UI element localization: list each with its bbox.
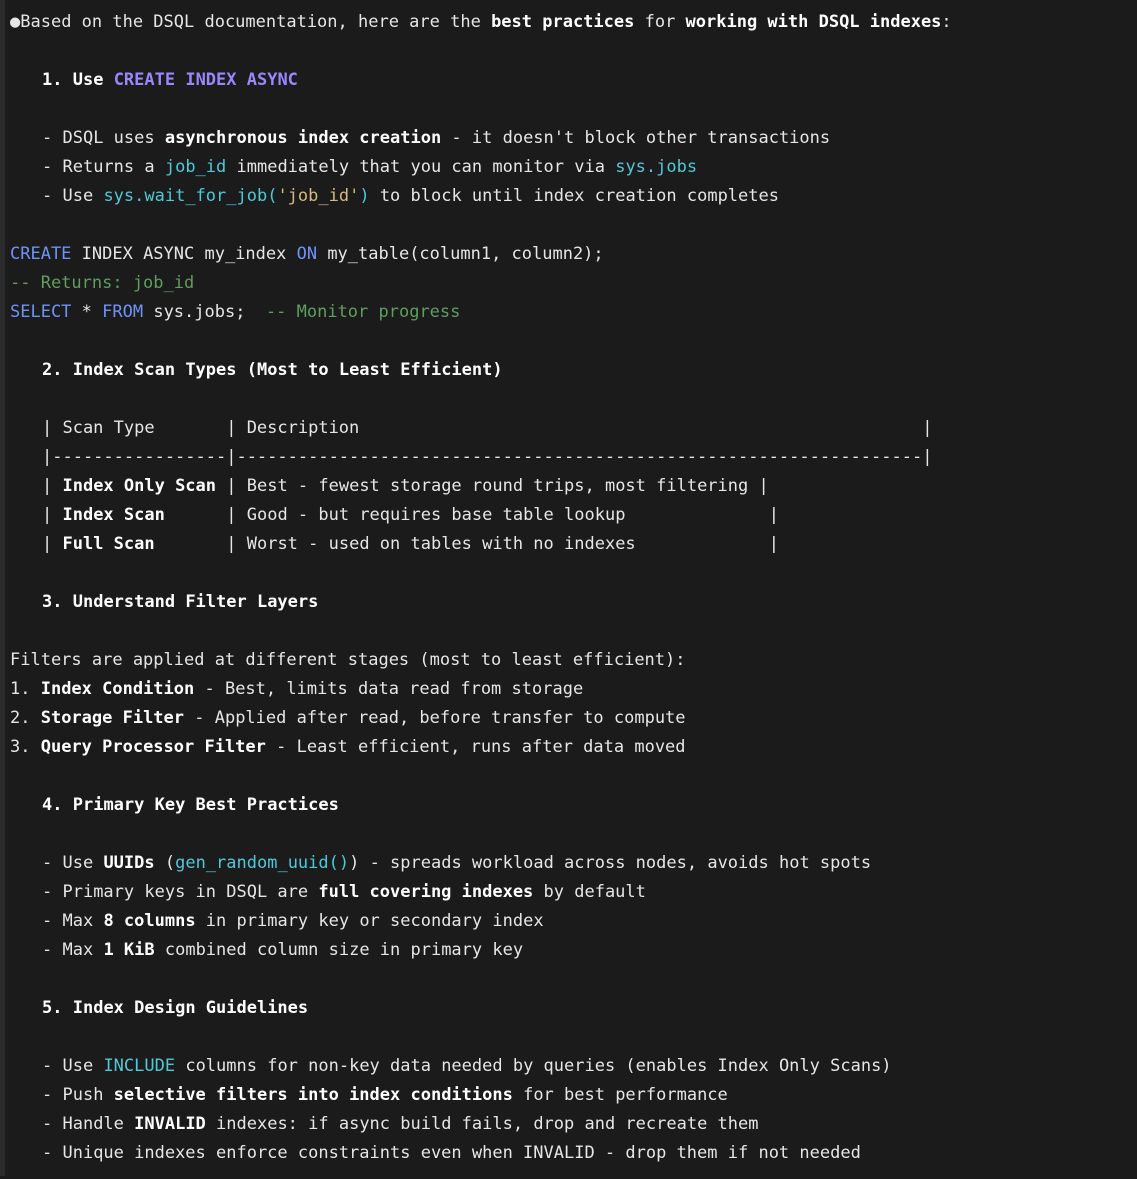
- section-1-title-prefix: [62, 70, 72, 90]
- cell-scan-type: Index Only Scan: [62, 476, 217, 496]
- section-5-title: Index Design Guidelines: [72, 998, 309, 1018]
- dash: -: [42, 853, 63, 873]
- text: columns for non-key data needed by queries (enables Index Only Scans): [175, 1056, 892, 1076]
- section-3-item-3: [10, 733, 1137, 762]
- text: Use: [62, 1056, 104, 1076]
- space: [62, 592, 72, 612]
- code-token: sys.wait_for_job(: [103, 186, 278, 206]
- cell-description: Worst - used on tables with no indexes: [246, 534, 636, 554]
- text: Max: [62, 940, 104, 960]
- cell-description: Good - but requires base table lookup: [246, 505, 626, 525]
- intro-bold-1: best practices: [491, 12, 635, 32]
- code-line-1: [10, 240, 1137, 269]
- code-token: sys.jobs: [615, 157, 698, 177]
- section-1-number: 1.: [42, 70, 63, 90]
- sql-keyword: CREATE: [10, 244, 72, 264]
- text: - it doesn't block other transactions: [441, 128, 831, 148]
- code-token: ): [359, 186, 370, 206]
- item-desc: - Least efficient, runs after data moved: [265, 737, 686, 757]
- text: (: [154, 853, 176, 873]
- table-row: [10, 501, 1137, 530]
- cell-pad: |: [216, 476, 247, 496]
- section-4-title: Primary Key Best Practices: [72, 795, 339, 815]
- spacer: [10, 617, 1137, 646]
- intro-line: [10, 8, 1137, 37]
- text-bold: selective filters into index conditions: [113, 1085, 513, 1105]
- intro-text-1: Based on the DSQL documentation, here are the: [20, 12, 492, 32]
- bullet-icon: ●: [10, 12, 21, 32]
- text-bold: 1 KiB: [103, 940, 155, 960]
- sql-keyword: ON: [296, 244, 318, 264]
- table-divider: [10, 443, 1137, 472]
- section-2-number: 2.: [42, 360, 63, 380]
- section-5-heading: [10, 994, 1137, 1023]
- dash: -: [42, 940, 63, 960]
- space: [62, 795, 72, 815]
- text: Handle: [62, 1114, 135, 1134]
- cell-scan-type: Index Scan: [62, 505, 165, 525]
- dash: -: [42, 1114, 63, 1134]
- text: by default: [533, 882, 646, 902]
- intro-bold-2: working with DSQL indexes: [685, 12, 942, 32]
- text: Unique indexes enforce constraints even when INVALID - drop them if not needed: [62, 1143, 861, 1163]
- table-header-text: | Scan Type | Description |: [42, 418, 933, 438]
- section-3-item-1: [10, 675, 1137, 704]
- text-bold: 8 columns: [103, 911, 196, 931]
- cell-pad-end: |: [748, 476, 769, 496]
- text: ) - spreads workload across nodes, avoids hot spots: [349, 853, 872, 873]
- text: DSQL uses: [62, 128, 165, 148]
- section-4-number: 4.: [42, 795, 63, 815]
- spacer: [10, 1023, 1137, 1052]
- section-1-bullet-3: [10, 182, 1137, 211]
- text: to block until index creation completes: [369, 186, 779, 206]
- spacer: [10, 37, 1137, 66]
- spacer: [10, 965, 1137, 994]
- dash: -: [42, 911, 63, 931]
- spacer: [10, 95, 1137, 124]
- dash: -: [42, 1056, 63, 1076]
- space: [62, 360, 72, 380]
- item-desc: - Best, limits data read from storage: [194, 679, 584, 699]
- spacer: [10, 327, 1137, 356]
- section-2-heading: [10, 356, 1137, 385]
- sql-text: sys.jobs;: [143, 302, 266, 322]
- text: indexes: if async build fails, drop and recreate them: [205, 1114, 759, 1134]
- section-3-heading: [10, 588, 1137, 617]
- section-4-heading: [10, 791, 1137, 820]
- section-5-bullet-2: [10, 1081, 1137, 1110]
- section-4-bullet-2: [10, 878, 1137, 907]
- code-string: 'job_id': [277, 186, 360, 206]
- section-4-bullet-4: [10, 936, 1137, 965]
- sql-text: *: [71, 302, 103, 322]
- sql-comment: -- Monitor progress: [265, 302, 461, 322]
- cell-pipe: |: [42, 534, 63, 554]
- space: [62, 998, 72, 1018]
- code-line-3: [10, 298, 1137, 327]
- section-1-heading: [10, 66, 1137, 95]
- item-term: Query Processor Filter: [40, 737, 266, 757]
- section-1-bullet-2: [10, 153, 1137, 182]
- code-token: gen_random_uuid(): [175, 853, 350, 873]
- text: Returns a: [62, 157, 165, 177]
- section-3-item-2: [10, 704, 1137, 733]
- cell-description: Best - fewest storage round trips, most filtering: [246, 476, 749, 496]
- cell-pad: |: [164, 505, 247, 525]
- scroll-rail[interactable]: [0, 0, 5, 1176]
- intro-text-3: :: [941, 12, 952, 32]
- text: immediately that you can monitor via: [226, 157, 616, 177]
- dash: -: [42, 157, 63, 177]
- item-term: Storage Filter: [40, 708, 185, 728]
- text: Push: [62, 1085, 114, 1105]
- text-bold: full covering indexes: [318, 882, 534, 902]
- item-number: 2.: [10, 708, 41, 728]
- spacer: [10, 559, 1137, 588]
- text: Primary keys in DSQL are: [62, 882, 319, 902]
- table-header-row: [10, 414, 1137, 443]
- item-desc: - Applied after read, before transfer to compute: [184, 708, 686, 728]
- section-1-bullet-1: [10, 124, 1137, 153]
- cell-pad: |: [154, 534, 247, 554]
- text: for best performance: [512, 1085, 728, 1105]
- item-number: 1.: [10, 679, 41, 699]
- section-3-intro-text: Filters are applied at different stages (most to least efficient):: [10, 650, 686, 670]
- cell-pipe: |: [42, 505, 63, 525]
- text-bold: asynchronous index creation: [164, 128, 442, 148]
- text: Use: [62, 186, 104, 206]
- section-2-title: Index Scan Types (Most to Least Efficient): [72, 360, 503, 380]
- dash: -: [42, 1085, 63, 1105]
- table-row: [10, 530, 1137, 559]
- intro-text-2: for: [634, 12, 686, 32]
- sql-text: my_table(column1, column2);: [317, 244, 604, 264]
- section-5-number: 5.: [42, 998, 63, 1018]
- section-1-title-text: Use: [72, 70, 114, 90]
- terminal-content: [0, 8, 1137, 1168]
- section-3-intro: [10, 646, 1137, 675]
- section-4-bullet-1: [10, 849, 1137, 878]
- sql-keyword: FROM: [102, 302, 144, 322]
- code-token: job_id: [164, 157, 227, 177]
- cell-pad-end: |: [625, 505, 779, 525]
- text-bold: INVALID: [134, 1114, 206, 1134]
- item-number: 3.: [10, 737, 41, 757]
- code-line-2: [10, 269, 1137, 298]
- spacer: [10, 762, 1137, 791]
- sql-keyword: SELECT: [10, 302, 72, 322]
- spacer: [10, 820, 1137, 849]
- spacer: [10, 211, 1137, 240]
- text: combined column size in primary key: [154, 940, 524, 960]
- text: Max: [62, 911, 104, 931]
- cell-pipe: |: [42, 476, 63, 496]
- section-5-bullet-3: [10, 1110, 1137, 1139]
- spacer: [10, 385, 1137, 414]
- sql-text: INDEX ASYNC my_index: [71, 244, 297, 264]
- text-bold: UUIDs: [103, 853, 155, 873]
- section-1-title-code: CREATE INDEX ASYNC: [113, 70, 298, 90]
- section-4-bullet-3: [10, 907, 1137, 936]
- table-divider-text: |-----------------|-------------------------------------------------------------------|: [42, 447, 933, 467]
- table-row: [10, 472, 1137, 501]
- section-3-number: 3.: [42, 592, 63, 612]
- text: in primary key or secondary index: [195, 911, 544, 931]
- sql-comment: -- Returns: job_id: [10, 273, 195, 293]
- section-5-bullet-1: [10, 1052, 1137, 1081]
- item-term: Index Condition: [40, 679, 195, 699]
- dash: -: [42, 882, 63, 902]
- dash: -: [42, 128, 63, 148]
- dash: -: [42, 1143, 63, 1163]
- code-token: INCLUDE: [103, 1056, 176, 1076]
- cell-scan-type: Full Scan: [62, 534, 155, 554]
- dash: -: [42, 186, 63, 206]
- section-3-title: Understand Filter Layers: [72, 592, 319, 612]
- text: Use: [62, 853, 104, 873]
- cell-pad-end: |: [635, 534, 779, 554]
- section-5-bullet-4: [10, 1139, 1137, 1168]
